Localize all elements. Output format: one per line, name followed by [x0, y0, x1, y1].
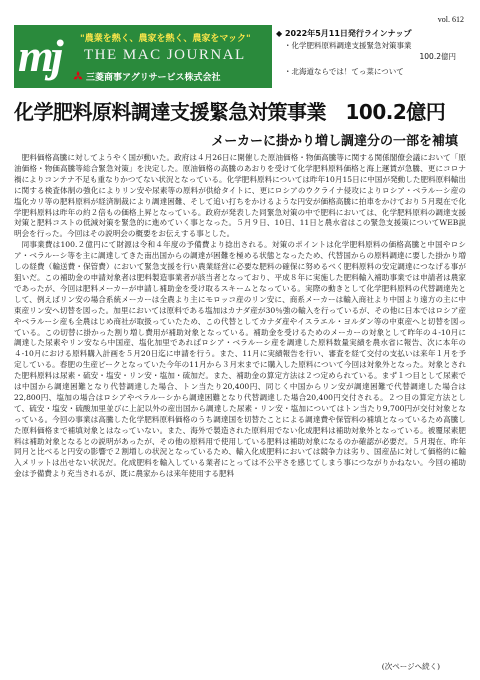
article-subheadline: メーカーに掛かり増し調達分の一部を補填 [211, 134, 458, 149]
journal-logo: mj [18, 30, 61, 81]
banner-slogan: "農業を熱く、農家を熱く、農家をマック" [80, 34, 251, 44]
article-paragraph: 同事業費は100.２億円にて財源は令和４年度の予備費より捻出される。対策のポイントは化学肥料原料の価格高騰と中国やロシア・ベラルーシ等を主に調達してきた南出国からの調達が困難を極める状態となったため、代替国からの原料調達に要した掛かり増しの経費（輸送費・保管費）において緊急支援を行い農業経営に必要な肥料の確保に努めるべく肥料原料の安定調達につなげる事が狙いだ。この補助金の申請対象者は肥料製造事業者が該当者となっており、平成８年に実施した肥料輸入補助事業では申請者は農家であったが、今回は肥料メーカーが申請し補助金を受け取るスキームとなっている。実際の動きとして化学肥料原料の代替調達先として、例えばリン安の場合系統メーカーは全農より主にモロッコ産のリン安に、商系メーカーは輸入商社より中国より遠方の主に中東産リン安へ切替を図った。加里においては原料である塩加はカナダ産が30％強の輸入を行っているが、その他に日本ではロシア産やベラルーシ産も全農はじめ商社が取扱っていたため、この代替としてカナダ産やイスラエル・ヨルダン等の中東産へと切替を図っている。この切替に掛かった割り増し費用が補助対象となっている。補助金を受けるためのメーカーの対象として昨年の４-10月に調達した尿素やリン安なら中国産、塩化加里であればロシア・ベラルーシ産を調達した原料数量実績を農水省に報告、次に本年の４-10月における原料購入計画を５月20日迄に申請を行う。また、11月に実績報告を行い、審査を経て交付の支払いは来年１月を予定している。春肥の生産ピークとなっていた今年の11月から３月末までに購入した原料について今回は対象外となった。対象とされた肥料原料は尿素・硫安・塩安・リン安・塩加・硫加だ。また、補助金の算定方法は２つ定められている。まず１つ目として尿素では中国から調達困難となり代替調達した場合、トン当たり20,400円、同じく中国からリン安が調達困難で代替調達した場合は22,800円、塩加の場合はロシアやベラルーシから調達困難となり代替調達した場合20,400円交付される。２つ目の算定方法として、硫安・塩安・硫酸加里並びに上記以外の産出国から調達した尿素・リン安・塩加についてはトン当たり9,700円が交付対象となっている。今回の事業は高騰した化学肥料原料価格のうち調達国を切替たことによる調達費や保管料の補填となっているため高騰した原料価格まで補填対象とはなっていない。また、海外で製造された原料用でない化成肥料は補助対象外となっている。被覆尿素肥料は補助対象となるとの説明があったが、その他の原料用で使用している肥料は補助対象になるのか確認が必要だ。５月現在、昨年同月と比べると円安の影響で２割増しの状況となっているため、輸入化成肥料においては競争力は劣り、国産品に対して価格的に輸入メリットは出せない状況だ。化成肥料を輸入している業者にとっては不公平さを感じてしまう事につながりかねない。今回の補助金は予備費より充当されるが、既に農家からは来年使用する肥料 [14, 240, 466, 479]
journal-banner [14, 25, 272, 88]
three-diamonds-icon [72, 71, 84, 82]
toc-item-amount: 100.2億円 [419, 52, 456, 61]
continued-note: (次ページへ続く) [381, 662, 440, 671]
issue-contents [276, 28, 462, 77]
article-paragraph: 肥料価格高騰に対してようやく国が動いた。政府は４月26日に開催した原油価格・物価高騰等に関する関係閣僚会議において「原油価格・物価高騰等総合緊急対策」を決定した。原油価格の高騰のあおりを受けて化学肥料原料価格と海上運賃が急騰、更にコロナ禍によりコンテナ不足も重なりかつてない状況となっている。化学肥料原料については昨年10月15日に中国が発動した肥料原料輸出に関する検査体制の強化によりリン安や尿素等の原料が供給タイトに、更にロシアのウクライナ侵攻によりロシア・ベラルーシ産の塩化カリ等の肥料原料が経済制裁により調達困難、そして追い打ちをかけるような円安が価格高騰に拍車をかけており５月現在で化学肥料原料は昨年の約２倍もの価格上昇となっている。政府が発表した同緊急対策の中で肥料においては、化学肥料原料の調達支援対策と肥料コストの低減対策を緊急的に進めていく事となった。５月９日、10日、11日と農水省はこの緊急支援策についてWEB説明会を行った。今回はその説明会の概要をお伝えする事とした。 [14, 153, 467, 239]
issue-date-line: ◆ 2022年5月11日発行ラインナップ [276, 29, 412, 38]
article-body [14, 153, 466, 480]
company-name: 三菱商事アグリサービス株式会社 [86, 73, 221, 83]
banner-english-title: THE MAC JOURNAL [84, 47, 246, 63]
volume-number: vol. 612 [437, 15, 464, 24]
article-headline: 化学肥料原料調達支援緊急対策事業 100.2億円 [14, 100, 446, 124]
toc-item: ・化学肥料原料調達支援緊急対策事業 [284, 40, 412, 50]
toc-item: ・北海道ならでは！てっ菜について [284, 66, 404, 76]
